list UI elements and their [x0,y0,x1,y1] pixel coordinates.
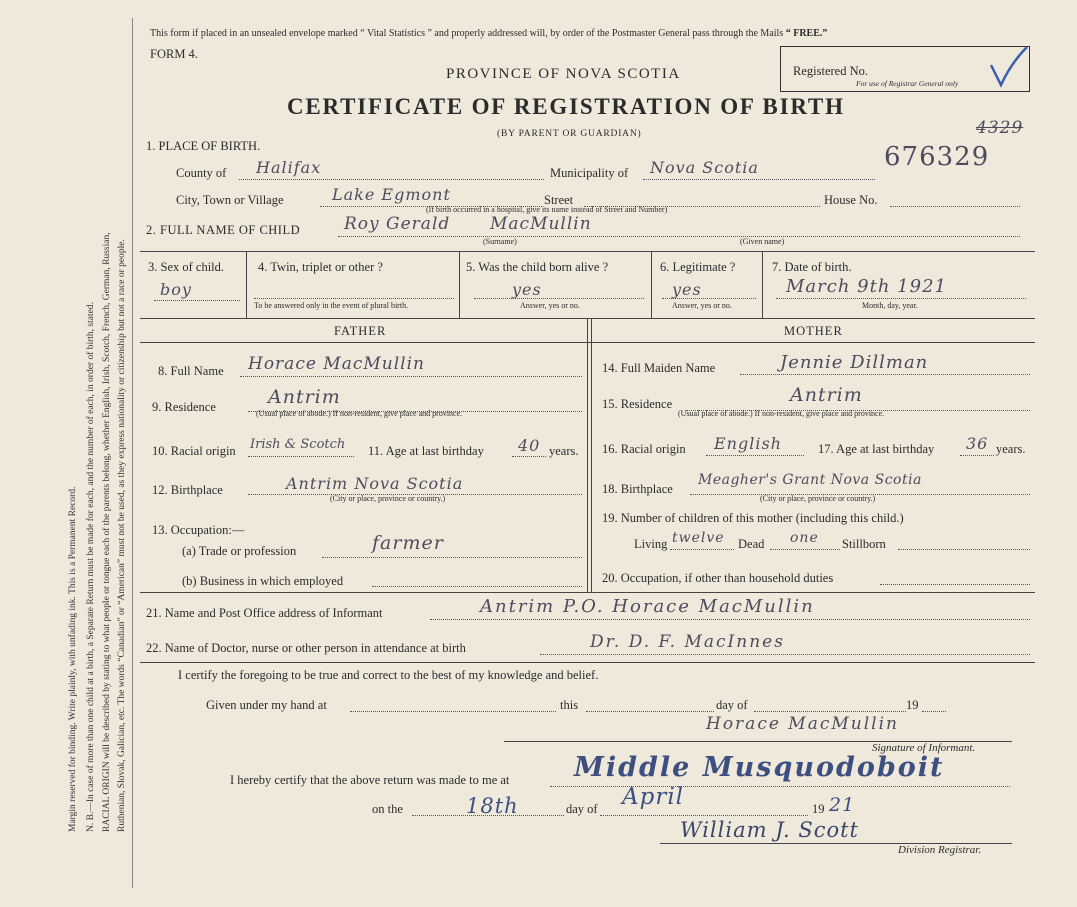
father-heading: FATHER [334,324,387,338]
mother-birthplace-label: 18. Birthplace [602,482,673,496]
twin-label: 4. Twin, triplet or other ? [258,260,383,274]
mother-name-label: 14. Full Maiden Name [602,361,716,375]
day-of-label: day of [716,698,748,712]
registration-place: Middle Musquodoboit [574,752,945,783]
alive-value: yes [512,280,542,299]
certificate-subtitle: (BY PARENT OR GUARDIAN) [497,129,642,139]
father-trade-value: farmer [372,532,444,554]
father-age-value: 40 [518,436,541,455]
mother-occupation-label: 20. Occupation, if other than household duties [602,571,834,585]
form-number: FORM 4. [150,47,198,61]
this-label: this [560,698,579,712]
registration-month: April [622,784,685,810]
doctor-value: Dr. D. F. MacInnes [590,632,785,652]
city-label: City, Town or Village [176,193,284,207]
registrar-signature: William J. Scott [680,818,859,842]
informant-label: 21. Name and Post Office address of Informant [146,606,383,620]
dob-note: Month, day, year. [862,301,918,310]
day-of-label-2: day of [566,802,598,816]
father-race-label: 10. Racial origin [152,444,236,458]
municipality-label: Municipality of [550,166,629,180]
dead-label: Dead [738,537,765,551]
province-title: PROVINCE OF NOVA SCOTIA [446,66,681,82]
margin-note-1: Margin reserved for binding. Write plainly, with unfading ink. This is a Permanent Record. [68,486,78,832]
hereby-label: I hereby certify that the above return was made to me at [230,773,510,787]
dob-label: 7. Date of birth. [772,260,852,274]
given-hand-label: Given under my hand at [206,698,327,712]
mother-race-label: 16. Racial origin [602,442,686,456]
given-name-note: (Given name) [740,237,785,246]
father-birthplace-value: Antrim Nova Scotia [286,474,464,493]
alive-note: Answer, yes or no. [520,301,580,310]
father-bp-note: (City or place, province or country.) [330,494,446,503]
informant-signature-label: Signature of Informant. [872,742,976,754]
father-business-label: (b) Business in which employed [182,574,344,588]
dead-value: one [790,530,819,546]
municipality-value: Nova Scotia [650,158,759,177]
registration-number: 676329 [884,142,990,172]
mother-race-value: English [714,434,782,453]
hospital-note: (If birth occurred in a hospital, give its name instead of Street and Number) [426,205,668,214]
registered-label: Registered No. [793,64,868,78]
year-19-label: 19 [906,698,919,712]
year-19-label-2: 19 [812,802,825,816]
check-mark-icon [987,43,1031,89]
living-value: twelve [672,530,725,546]
dob-value: March 9th 1921 [786,276,947,297]
certificate-title: CERTIFICATE OF REGISTRATION OF BIRTH [287,94,845,119]
father-trade-label: (a) Trade or profession [182,544,297,558]
mother-residence-value: Antrim [790,384,863,406]
father-occupation-label: 13. Occupation:— [152,523,245,537]
mother-birthplace-value: Meagher's Grant Nova Scotia [698,472,922,488]
mother-years-label: years. [996,442,1026,456]
father-abode-note: (Usual place of abode.) If non-resident, give place and province. [256,409,463,418]
margin-note-2: N. B.—In case of more than one child at a birth, a Separate Return must be made for each, and the number of each, in order of birth, stated. [86,302,96,832]
father-name-value: Horace MacMullin [248,354,425,374]
margin-note-4: Ruthenian, Slovak, Galician, etc. The words “Canadian” or “American” must not be used, as they express nationality or citizenship but not a race or people. [117,239,127,832]
surname-note: (Surname) [483,237,517,246]
doctor-label: 22. Name of Doctor, nurse or other person in attendance at birth [146,641,466,655]
sex-label: 3. Sex of child. [148,260,225,274]
mother-abode-note: (Usual place of abode.) If non-resident, give place and province. [678,409,885,418]
house-label: House No. [824,193,878,207]
margin-note-3: RACIAL ORIGIN will be described by stating to what people or tongue each of the parents belong, whether English, Irish, Scotch, French, German, Russian, [102,232,112,832]
child-name-label: 2. FULL NAME OF CHILD [146,223,301,237]
father-years-label: years. [549,444,579,458]
registration-year: 21 [829,794,856,816]
mother-residence-label: 15. Residence [602,397,673,411]
alive-label: 5. Was the child born alive ? [466,260,609,274]
father-race-value: Irish & Scotch [250,437,346,452]
father-birthplace-label: 12. Birthplace [152,483,223,497]
living-label: Living [634,537,668,551]
father-residence-value: Antrim [268,386,341,408]
father-age-label: 11. Age at last birthday [368,444,484,458]
street-label: Street [544,193,574,207]
mother-children-label: 19. Number of children of this mother (including this child.) [602,511,904,525]
father-residence-label: 9. Residence [152,400,216,414]
struck-number: 4329 [976,118,1024,138]
father-name-label: 8. Full Name [158,364,224,378]
mother-heading: MOTHER [784,324,843,338]
child-given-value: MacMullin [490,214,592,234]
legitimate-note: Answer, yes or no. [672,301,732,310]
registration-day: 18th [466,794,519,818]
stillborn-label: Stillborn [842,537,886,551]
county-label: County of [176,166,227,180]
certify-statement: I certify the foregoing to be true and correct to the best of my knowledge and belief. [178,668,599,682]
child-surname-value: Roy Gerald [344,214,451,234]
twin-note: To be answered only in the event of plural birth. [254,301,409,310]
legitimate-value: yes [672,280,702,299]
mother-age-value: 36 [966,434,989,453]
registrar-use-note: For use of Registrar General only [856,79,959,88]
registered-box [780,46,1030,92]
on-the-label: on the [372,802,403,816]
city-value: Lake Egmont [332,185,451,204]
margin-rule [132,18,133,888]
division-registrar-label: Division Registrar. [898,844,982,856]
mother-age-label: 17. Age at last birthday [818,442,935,456]
mail-notice: This form if placed in an unsealed envelope marked “ Vital Statistics ” and properly addressed will, by order of the Postmaster General pass through the Mails “ FREE.” [150,28,828,39]
informant-signature: Horace MacMullin [706,714,899,734]
mother-bp-note: (City or place, province or country.) [760,494,876,503]
mother-name-value: Jennie Dillman [780,352,929,373]
sex-value: boy [160,280,192,299]
legitimate-label: 6. Legitimate ? [660,260,736,274]
county-value: Halifax [256,158,322,177]
informant-value: Antrim P.O. Horace MacMullin [480,596,815,617]
place-of-birth-label: 1. PLACE OF BIRTH. [146,139,261,153]
